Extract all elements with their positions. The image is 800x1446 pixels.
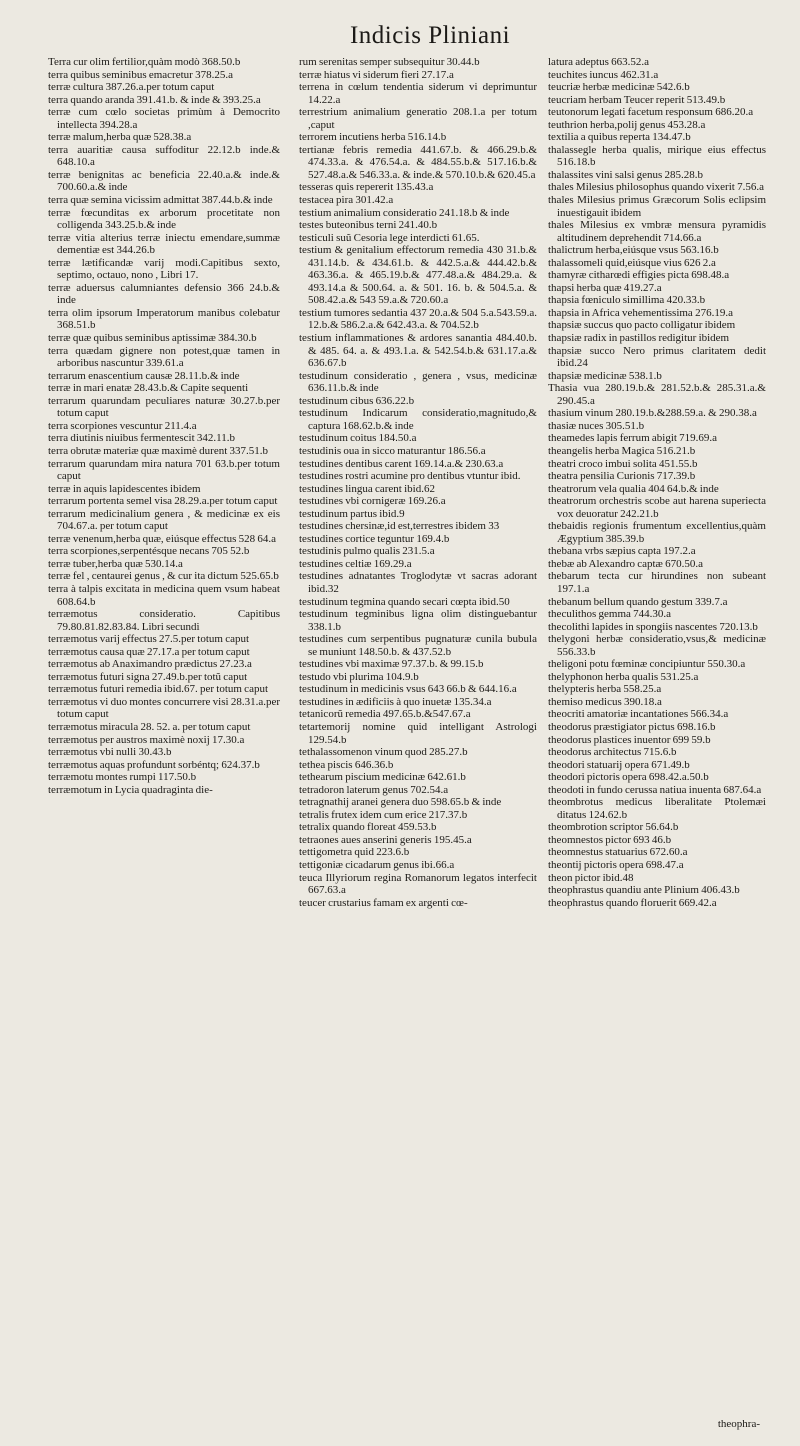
index-entry: theodorus præstigiator pictus 698.16.b bbox=[548, 720, 716, 733]
index-entry: terrestrium animalium generatio 208.1.a per totum ,caput bbox=[299, 106, 537, 131]
index-entry: themiso medicus 390.18.a bbox=[548, 695, 662, 708]
index-entry: theatrorum vela qualia 404 64.b.& inde bbox=[548, 482, 719, 495]
index-entry: testiculi suũ Cesoria lege interdicti 61.65. bbox=[299, 231, 480, 244]
index-entry: tetradoron laterum genus 702.54.a bbox=[299, 783, 449, 796]
index-entry: teucriam herbam Teucer reperit 513.49.b bbox=[548, 93, 726, 106]
index-entry: theombrotus medicus liberalitate Ptolemæi ditatus 124.62.b bbox=[548, 796, 766, 821]
index-entry: theodori pictoris opera 698.42.a.50.b bbox=[548, 771, 709, 784]
index-column-left bbox=[48, 56, 280, 796]
index-entry: theligoni potu fœminæ concipiuntur 550.30.a bbox=[548, 658, 746, 671]
index-entry: teutonorum legati facetum responsum 686.20.a bbox=[548, 106, 754, 119]
index-entry: terræmotus vbi nulli 30.43.b bbox=[48, 746, 172, 759]
index-entry: thebæ ab Alexandro captæ 670.50.a bbox=[548, 557, 704, 570]
index-entry: thapsiæ succus quo pacto colligatur ibidem bbox=[548, 319, 736, 332]
index-entry: terra olim ipsorum Imperatorum manibus colebatur 368.51.b bbox=[48, 306, 280, 332]
index-entry: testudines dentibus carent 169.14.a.& 230.63.a bbox=[299, 457, 504, 470]
page-title: Indicis Pliniani bbox=[349, 22, 511, 49]
index-entry: theombrotion scriptor 56.64.b bbox=[548, 821, 679, 834]
index-entry: terra quædam gignere non potest,quæ tamen in arboribus nascuntur 339.61.a bbox=[48, 344, 280, 370]
index-entry: theatrorum orchestris scobe aut harena superiecta vox deuoratur 242.21.b bbox=[548, 495, 766, 520]
index-entry: terrarum medicinalium genera , & medicinæ ex eis 704.67.a. per totum caput bbox=[48, 507, 280, 533]
index-entry: terræmotus vi duo montes concurrere visi 28.31.a.per totum caput bbox=[48, 695, 280, 721]
index-entry: terræmotus ab Anaximandro prædictus 27.23.a bbox=[48, 658, 252, 671]
index-entry: terræmotus causa quæ 27.17.a per totum caput bbox=[48, 645, 250, 658]
index-entry: theon pictor ibid.48 bbox=[548, 871, 634, 884]
index-entry: terræ quæ quibus seminibus aptissimæ 384.30.b bbox=[48, 332, 257, 345]
index-entry: testium tumores sedantia 437 20.a.& 504 5.a.543.59.a. 12.b.& 586.2.a.& 642.43.a. & 704.52.b bbox=[299, 306, 537, 332]
index-entry: testudinum partus ibid.9 bbox=[299, 507, 405, 520]
index-entry: theomnestos pictor 693 46.b bbox=[548, 833, 672, 846]
index-entry: thalictrum herba,eiúsque vsus 563.16.b bbox=[548, 244, 719, 257]
index-entry: terra quando aranda 391.41.b. & inde & 393.25.a bbox=[48, 93, 261, 106]
index-entry: theamedes lapis ferrum abigit 719.69.a bbox=[548, 432, 718, 445]
index-entry: terrarum portenta semel visa 28.29.a.per totum caput bbox=[48, 495, 278, 508]
index-entry: testudines in ædificiis à quo inuetæ 135.34.a bbox=[299, 695, 492, 708]
index-entry: terrorem incutiens herba 516.14.b bbox=[299, 131, 447, 144]
index-entry: thebarum tecta cur hirundines non subeant 197.1.a bbox=[548, 570, 766, 595]
index-entry: terra auaritiæ causa suffoditur 22.12.b inde.& 648.10.a bbox=[48, 143, 280, 169]
index-entry: theontij pictoris opera 698.47.a bbox=[548, 859, 684, 871]
index-entry: teuca Illyriorum regina Romanorum legatos interfecit 667.63.a bbox=[299, 871, 537, 897]
index-entry: terræ cultura 387.26.a.per totum caput bbox=[48, 81, 215, 94]
index-entry: thapsia in Africa vehementissima 276.19.a bbox=[548, 306, 733, 319]
index-entry: terræ in aquis lapidescentes ibidem bbox=[48, 482, 201, 495]
index-entry: testium inflammationes & ardores sanantia 484.40.b. & 485. 64. a. & 493.1.a. & 542.54.b.& 631.17.a.& 636.67.b bbox=[299, 332, 537, 370]
index-entry: thales Milesius philosophus quando vixerit 7.56.a bbox=[548, 181, 764, 194]
index-entry: thapsiæ radix in pastillos redigitur ibidem bbox=[548, 332, 730, 345]
index-entry: terræ hiatus vi siderum fieri 27.17.a bbox=[299, 68, 454, 81]
index-entry: terra diutinis niuibus fermentescit 342.11.b bbox=[48, 432, 235, 445]
index-entry: testudines rostri acumine pro dentibus vtuntur ibid. bbox=[299, 470, 521, 483]
index-entry: terræ venenum,herba quæ, eiúsque effectus 528 64.a bbox=[48, 532, 277, 545]
index-entry: theomnestus statuarius 672.60.a bbox=[548, 846, 688, 859]
index-entry: testudinum coitus 184.50.a bbox=[299, 432, 417, 445]
index-entry: theculithos gemma 744.30.a bbox=[548, 608, 672, 621]
index-entry: terræ fel , centaurei genus , & cur ita dictum 525.65.b bbox=[48, 570, 279, 583]
index-entry: terræmotus futuri signa 27.49.b.per totũ caput bbox=[48, 670, 248, 683]
index-entry: tethearum piscium medicinæ 642.61.b bbox=[299, 771, 466, 784]
index-entry: thasiæ nuces 305.51.b bbox=[548, 419, 645, 432]
index-entry: thebaidis regionis frumentum excellentius,quàm Ægyptium 385.39.b bbox=[548, 520, 766, 545]
index-entry: terræmotus consideratio. Capitibus 79.80.81.82.83.84. Libri secundi bbox=[48, 608, 280, 633]
index-entry: terræ cum cœlo societas primùm à Democrito intellecta 394.28.a bbox=[48, 106, 280, 131]
index-entry: testudinum in medicinis vsus 643 66.b & 644.16.a bbox=[299, 683, 517, 696]
index-entry: theodori statuarij opera 671.49.b bbox=[548, 758, 690, 771]
index-entry: tetraones aues anserini generis 195.45.a bbox=[299, 833, 472, 846]
index-entry: terræmotus aquas profundunt sorbéntq; 624.37.b bbox=[48, 758, 260, 771]
index-entry: tettigoniæ cicadarum genus ibi.66.a bbox=[299, 859, 455, 871]
index-entry: tetragnathij aranei genera duo 598.65.b & inde bbox=[299, 796, 502, 809]
index-column-middle bbox=[299, 56, 537, 909]
index-entry: testudines cortice teguntur 169.4.b bbox=[299, 532, 450, 545]
index-entry: thapsiæ succo Nero primus claritatem dedit ibid.24 bbox=[548, 344, 766, 370]
index-entry: testudinum Indicarum consideratio,magnitudo,& captura 168.62.b.& inde bbox=[299, 407, 537, 432]
index-entry: thecolithi lapides in spongiis nascentes 720.13.b bbox=[548, 620, 758, 633]
index-entry: terræ fœcunditas ex arborum procetitate non colligenda 343.25.b.& inde bbox=[48, 206, 280, 232]
index-entry: theatra pensilia Curionis 717.39.b bbox=[548, 470, 696, 483]
index-entry: tetralix quando floreat 459.53.b bbox=[299, 821, 437, 834]
index-entry: terræmotus varij effectus 27.5.per totum caput bbox=[48, 633, 250, 646]
index-entry: thebanum bellum quando gestum 339.7.a bbox=[548, 595, 728, 608]
index-entry: testudo vbi plurima 104.9.b bbox=[299, 670, 419, 683]
index-entry: testudines vbi cornigeræ 169.26.a bbox=[299, 495, 446, 508]
index-entry: testudinum tegminibus ligna olim distinguebantur 338.1.b bbox=[299, 608, 537, 633]
index-entry: testium animalium consideratio 241.18.b & inde bbox=[299, 206, 510, 219]
index-entry: tethea piscis 646.36.b bbox=[299, 758, 394, 771]
index-entry: thapsiæ medicinæ 538.1.b bbox=[548, 369, 662, 382]
index-entry: thales Milesius primus Græcorum Solis eclipsim inuestigauit ibidem bbox=[548, 194, 766, 219]
index-entry: testudinis oua in sicco maturantur 186.56.a bbox=[299, 444, 486, 457]
index-entry: rum serenitas semper subsequitur 30.44.b bbox=[299, 56, 480, 68]
index-entry: terra obrutæ materiæ quæ maximè durent 337.51.b bbox=[48, 444, 269, 457]
index-entry: terræ tuber,herba quæ 530.14.a bbox=[48, 557, 183, 570]
index-entry: terra scorpiones,serpentésque necans 705 52.b bbox=[48, 545, 250, 558]
index-entry: testium & genitalium effectorum remedia 430 31.b.& 431.14.b. & 434.61.b. & 442.5.a.& 444.42.b.& 463.36.a. & 465.19.b.& 477.48.a.& 484.29.a. & 493.14.a & 500.64. a. & 501. 16. b. & 504.5.a. & 508.42.a.& 543 59.a.& 720.60.a bbox=[299, 244, 537, 307]
index-entry: terrarum quarundam peculiares naturæ 30.27.b.per totum caput bbox=[48, 394, 280, 420]
index-entry: terra quæ semina vicissim admittat 387.44.b.& inde bbox=[48, 194, 273, 207]
index-entry: theophrastus quando floruerit 669.42.a bbox=[548, 896, 717, 909]
index-entry: teuthrion herba,polij genus 453.28.a bbox=[548, 118, 706, 131]
index-entry: testudines adnatantes Troglodytæ vt sacras adorant ibid.32 bbox=[299, 570, 537, 595]
index-entry: testes buteonibus terni 241.40.b bbox=[299, 219, 438, 232]
index-entry: testacea pira 301.42.a bbox=[299, 194, 394, 207]
index-entry: tetartemorij nomine quid intelligant Astrologi 129.54.b bbox=[299, 720, 537, 746]
index-entry: tetanicorũ remedia 497.65.b.&547.67.a bbox=[299, 708, 471, 721]
index-entry: terræ aduersus calumniantes defensio 366 24.b.& inde bbox=[48, 281, 280, 307]
index-entry: terra à talpis excitata in medicina quem vsum habeat 608.64.b bbox=[48, 582, 280, 608]
index-entry: terræ benignitas ac beneficia 22.40.a.& inde.& 700.60.a.& inde bbox=[48, 168, 280, 194]
index-entry: terræ malum,herba quæ 528.38.a bbox=[48, 131, 192, 144]
index-entry: tetralis frutex idem cum erice 217.37.b bbox=[299, 808, 468, 821]
index-entry: testudines lingua carent ibid.62 bbox=[299, 482, 435, 495]
index-entry: terra quibus seminibus emacretur 378.25.a bbox=[48, 68, 233, 81]
index-entry: tethalassomenon vinum quod 285.27.b bbox=[299, 746, 468, 759]
index-entry: tesseras quis repererit 135.43.a bbox=[299, 181, 434, 194]
index-entry: thebana vrbs sæpius capta 197.2.a bbox=[548, 545, 696, 558]
index-entry: terræ in mari enatæ 28.43.b.& Capite sequenti bbox=[48, 382, 249, 395]
index-entry: latura adeptus 663.52.a bbox=[548, 56, 650, 68]
index-entry: testudines chersinæ,id est,terrestres ibidem 33 bbox=[299, 520, 500, 533]
index-entry: thasium vinum 280.19.b.&288.59.a. & 290.38.a bbox=[548, 407, 757, 420]
index-entry: terra scorpiones vescuntur 211.4.a bbox=[48, 419, 197, 432]
index-entry: thelygoni herbæ consideratio,vsus,& medicinæ 556.33.b bbox=[548, 633, 766, 658]
index-entry: testudines vbi maximæ 97.37.b. & 99.15.b bbox=[299, 658, 484, 671]
index-entry: Thasia vua 280.19.b.& 281.52.b.& 285.31.a.& 290.45.a bbox=[548, 382, 766, 407]
index-entry: terrarum enascentium causæ 28.11.b.& inde bbox=[48, 369, 240, 382]
index-entry: theodorus plastices inuentor 699 59.b bbox=[548, 733, 711, 746]
index-entry: testudines cum serpentibus pugnaturæ cunila bubula se muniunt 148.50.b. & 437.52.b bbox=[299, 633, 537, 658]
index-entry: Terra cur olim fertilior,quàm modò 368.50.b bbox=[48, 56, 241, 68]
index-entry: theodoti in fundo cerussa natiua inuenta 687.64.a bbox=[548, 783, 762, 796]
index-entry: terræmotum in Lycia quadraginta die- bbox=[48, 783, 213, 796]
catchword: theophra- bbox=[717, 1418, 760, 1430]
index-entry: teuchites iuncus 462.31.a bbox=[548, 68, 659, 81]
index-entry: thelyphonon herba qualis 531.25.a bbox=[548, 670, 699, 683]
index-entry: thales Milesius ex vmbræ mensura pyramidis altitudinem deprehendit 714.66.a bbox=[548, 219, 766, 244]
index-entry: theophrastus quandiu ante Plinium 406.43.b bbox=[548, 884, 740, 897]
index-entry: testudinum cibus 636.22.b bbox=[299, 394, 415, 407]
index-entry: terrena in cœlum tendentia siderum vi deprimuntur 14.22.a bbox=[299, 81, 537, 106]
index-entry: tettigometra quid 223.6.b bbox=[299, 846, 410, 859]
index-entry: testudinum tegmina quando secari cœpta ibid.50 bbox=[299, 595, 510, 608]
index-entry: terræmotus miracula 28. 52. a. per totum caput bbox=[48, 720, 251, 733]
index-entry: testudinum consideratio , genera , vsus, medicinæ 636.11.b.& inde bbox=[299, 369, 537, 395]
index-entry: thalassomeli quid,eiúsque vius 626 2.a bbox=[548, 256, 716, 269]
index-entry: thapsia fœniculo simillima 420.33.b bbox=[548, 294, 706, 307]
index-entry: testudinis pulmo qualis 231.5.a bbox=[299, 545, 435, 558]
index-entry: terræmotu montes rumpi 117.50.b bbox=[48, 771, 197, 784]
index-entry: terræ lætificandæ varij modi.Capitibus sexto, septimo, octauo, nono , Libri 17. bbox=[48, 256, 280, 282]
index-entry: terræmotus per austros maximè noxij 17.30.a bbox=[48, 733, 245, 746]
index-entry: theangelis herba Magica 516.21.b bbox=[548, 444, 696, 457]
index-entry: thalassegle herba qualis, mirique eius effectus 516.18.b bbox=[548, 143, 766, 169]
index-entry: testudines celtiæ 169.29.a bbox=[299, 557, 412, 570]
index-entry: theocriti amatoriæ incantationes 566.34.a bbox=[548, 708, 729, 721]
index-entry: thamyræ citharœdi effigies picta 698.48.a bbox=[548, 269, 730, 282]
index-entry: terræ vitia alterius terræ iniectu emendare,summæ dementiæ est 344.26.b bbox=[48, 231, 280, 257]
index-entry: thapsi herba quæ 419.27.a bbox=[548, 281, 662, 294]
index-entry: thalassites vini salsi genus 285.28.b bbox=[548, 168, 704, 181]
index-entry: theatri croco imbui solita 451.55.b bbox=[548, 457, 698, 470]
index-entry: textilia a quibus reperta 134.47.b bbox=[548, 131, 691, 144]
index-entry: terrarum quarundam mira natura 701 63.b.per totum caput bbox=[48, 457, 280, 483]
index-entry: terræmotus futuri remedia ibid.67. per totum caput bbox=[48, 683, 269, 696]
index-entry: tertianæ febris remedia 441.67.b. & 466.29.b.& 474.33.a. & 476.54.a. & 484.55.b.& 517.16.b.& 527.48.a.& 546.33.a. & inde.& 570.10.b.& 620.45.a bbox=[299, 143, 537, 181]
index-entry: thelypteris herba 558.25.a bbox=[548, 683, 662, 696]
index-entry: teucriæ herbæ medicinæ 542.6.b bbox=[548, 81, 690, 94]
index-entry: teucer crustarius famam ex argenti cœ- bbox=[299, 896, 468, 909]
index-column-right bbox=[548, 56, 766, 909]
index-entry: theodorus architectus 715.6.b bbox=[548, 746, 677, 759]
